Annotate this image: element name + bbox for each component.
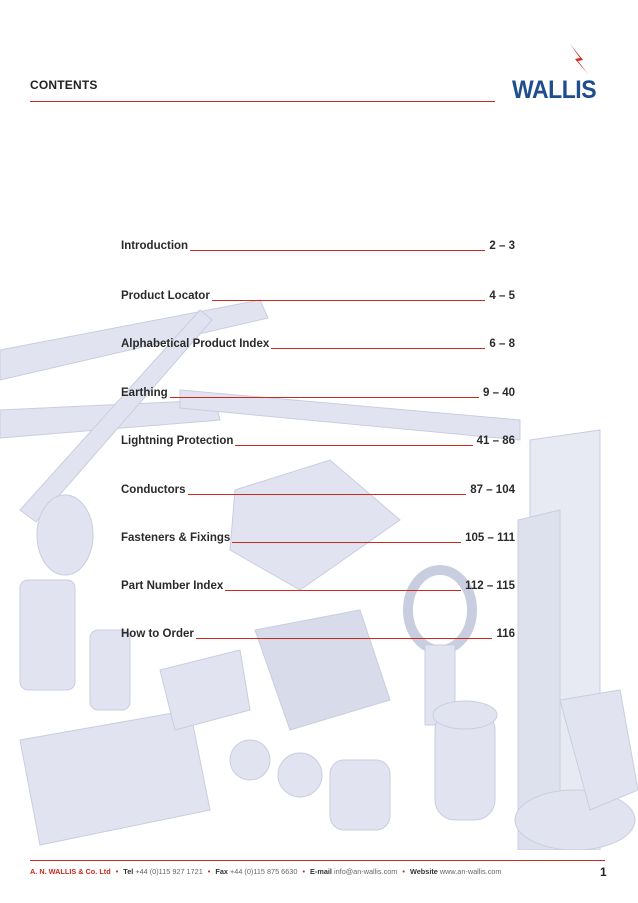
toc-entry-pages: 87 – 104 xyxy=(470,484,515,496)
toc-entry-pages: 2 – 3 xyxy=(489,240,515,252)
email-label: E-mail xyxy=(310,867,332,876)
toc-entry-pages: 6 – 8 xyxy=(489,338,515,350)
toc-entry-label: Lightning Protection xyxy=(121,435,234,447)
toc-entry-pages: 4 – 5 xyxy=(489,290,515,302)
fax-number: +44 (0)115 875 6630 xyxy=(230,867,298,876)
toc-leader-line xyxy=(190,250,485,251)
page-number: 1 xyxy=(600,865,607,879)
footer-separator: • xyxy=(115,867,119,876)
tel-label: Tel xyxy=(123,867,134,876)
website-link[interactable]: www.an-wallis.com xyxy=(439,867,502,876)
toc-leader-line xyxy=(271,348,485,349)
toc-entry[interactable] xyxy=(121,480,515,496)
toc-entry-pages: 105 – 111 xyxy=(465,532,515,544)
toc-entry[interactable] xyxy=(121,334,515,350)
toc-entry-label: Product Locator xyxy=(121,290,210,302)
toc-entry[interactable] xyxy=(121,236,515,252)
toc-leader-line xyxy=(188,494,467,495)
toc-entry-pages: 9 – 40 xyxy=(483,387,515,399)
toc-entry-pages: 116 xyxy=(496,628,515,640)
toc-leader-line xyxy=(232,542,461,543)
lightning-bolt-icon xyxy=(566,44,592,76)
footer-separator: • xyxy=(402,867,405,876)
toc-entry-label: Conductors xyxy=(121,484,186,496)
toc-leader-line xyxy=(225,590,461,591)
toc-leader-line xyxy=(196,638,493,639)
toc-entry[interactable] xyxy=(121,286,515,302)
email-link[interactable]: info@an-wallis.com xyxy=(333,867,398,876)
header-divider xyxy=(30,101,495,102)
fax-label: Fax xyxy=(215,867,228,876)
toc-entry-label: How to Order xyxy=(121,628,194,640)
logo-wordmark: WALLIS xyxy=(512,76,597,104)
toc-leader-line xyxy=(235,445,472,446)
footer-contact xyxy=(30,867,590,876)
page-title: CONTENTS xyxy=(30,78,98,92)
company-name: A. N. WALLIS & Co. Ltd xyxy=(30,867,111,876)
toc-entry-label: Introduction xyxy=(121,240,189,252)
footer-separator: • xyxy=(207,867,211,876)
toc-entry-pages: 112 – 115 xyxy=(465,580,515,592)
toc-entry[interactable] xyxy=(121,383,515,399)
toc-entry-label: Fasteners & Fixings xyxy=(121,532,231,544)
tel-number: +44 (0)115 927 1721 xyxy=(135,867,203,876)
toc-entry-label: Earthing xyxy=(121,387,168,399)
toc-entry[interactable] xyxy=(121,431,515,447)
product-illustration xyxy=(0,290,638,850)
toc-entry[interactable] xyxy=(121,528,515,544)
footer-separator: • xyxy=(302,867,306,876)
website-label: Website xyxy=(409,867,438,876)
toc-leader-line xyxy=(212,300,486,301)
toc-entry[interactable] xyxy=(121,576,515,592)
toc-leader-line xyxy=(170,397,479,398)
toc-entry-label: Alphabetical Product Index xyxy=(121,338,270,350)
footer-divider xyxy=(30,860,605,861)
toc-entry-label: Part Number Index xyxy=(121,580,224,592)
wallis-logo xyxy=(512,44,612,106)
toc-entry-pages: 41 – 86 xyxy=(476,435,515,447)
toc-entry[interactable] xyxy=(121,624,515,640)
